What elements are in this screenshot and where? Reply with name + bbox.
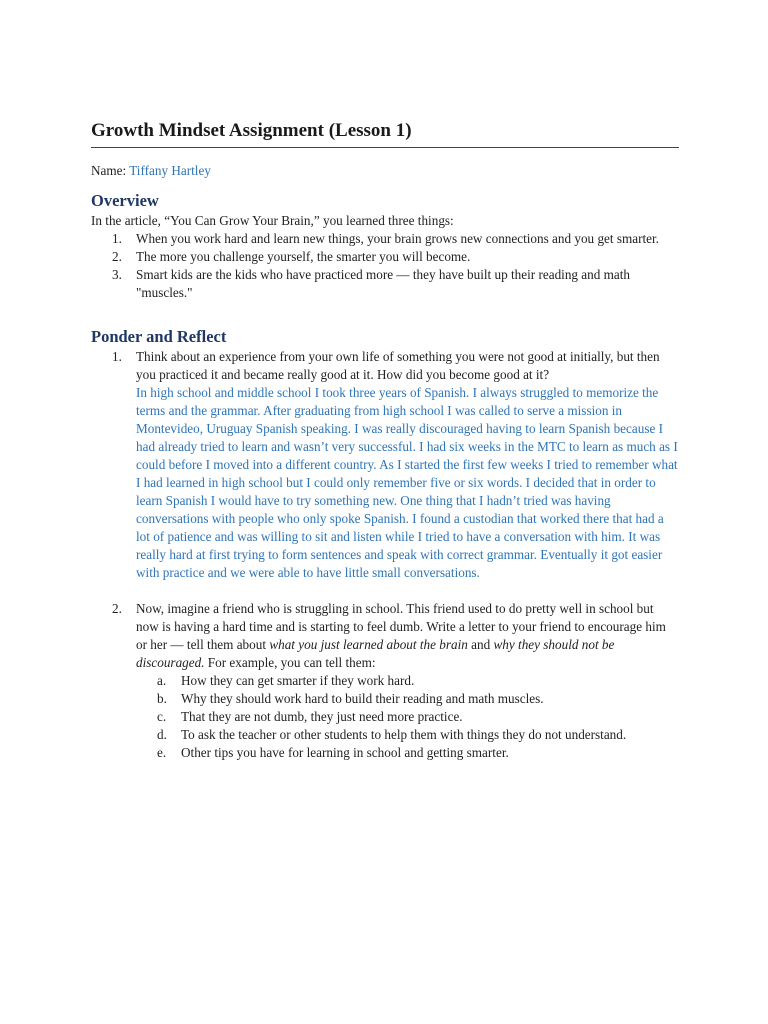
ponder-list: [91, 348, 679, 762]
list-item: d. To ask the teacher or other students to help them with things they do not understand.: [157, 727, 627, 742]
question-number: 2.: [112, 601, 122, 616]
name-line: [91, 162, 679, 180]
overview-intro: In the article, “You Can Grow Your Brain,” you learned three things:: [91, 213, 454, 228]
document-title: Growth Mindset Assignment (Lesson 1): [91, 118, 679, 148]
question-text: Now, imagine a friend who is struggling in school. This friend used to do pretty well in school but now is having a hard time and is starting to feel dumb. Write a letter to your friend to encourage him or her — tell them about what you just learned about the brain and why they should not be discouraged. For example, you can tell them:: [136, 601, 666, 670]
question-1: [91, 348, 679, 582]
list-item: e. Other tips you have for learning in school and getting smarter.: [157, 745, 509, 760]
list-item: 3. Smart kids are the kids who have practiced more — they have built up their reading and math "muscles.": [112, 267, 631, 300]
student-name: Tiffany Hartley: [129, 163, 211, 178]
name-label: Name:: [91, 163, 130, 178]
example-list: [136, 672, 679, 762]
ponder-heading: Ponder and Reflect: [91, 327, 227, 346]
document-content: [91, 118, 679, 762]
list-item: 1. When you work hard and learn new things, your brain grows new connections and you get smarter.: [112, 231, 659, 246]
question-number: 1.: [112, 349, 122, 364]
overview-list: [91, 230, 679, 302]
list-item: b. Why they should work hard to build their reading and math muscles.: [157, 691, 544, 706]
answer-text: In high school and middle school I took three years of Spanish. I always struggled to memorize the terms and the grammar. After graduating from high school I was called to serve a mission in Montevideo, Uruguay Spanish speaking. I was really discouraged having to learn Spanish because I had already tried to learn and wasn’t very successful. I had six weeks in the MTC to learn as much as I could before I moved into a different country. As I started the first few weeks I tried to remember what I had learned in high school but I could only remember five or six words. I decided that in order to learn Spanish I would have to try something new. One thing that I hadn’t tried was having conversations with people who only spoke Spanish. I found a custodian that worked there that had a lot of patience and was willing to sit and listen while I tried to have a conversation with him. It was really hard at first trying to form sentences and speak with correct grammar. Eventually it got easier with practice and we were able to have little small conversations.: [136, 385, 678, 580]
list-item: c. That they are not dumb, they just need more practice.: [157, 709, 463, 724]
question-text: Think about an experience from your own life of something you were not good at initially, but then you practiced it and became really good at it. How did you become good at it?: [136, 349, 660, 382]
list-item: a. How they can get smarter if they work hard.: [157, 673, 415, 688]
overview-heading: Overview: [91, 191, 159, 210]
list-item: 2. The more you challenge yourself, the smarter you will become.: [112, 249, 471, 264]
question-2: [91, 600, 679, 762]
